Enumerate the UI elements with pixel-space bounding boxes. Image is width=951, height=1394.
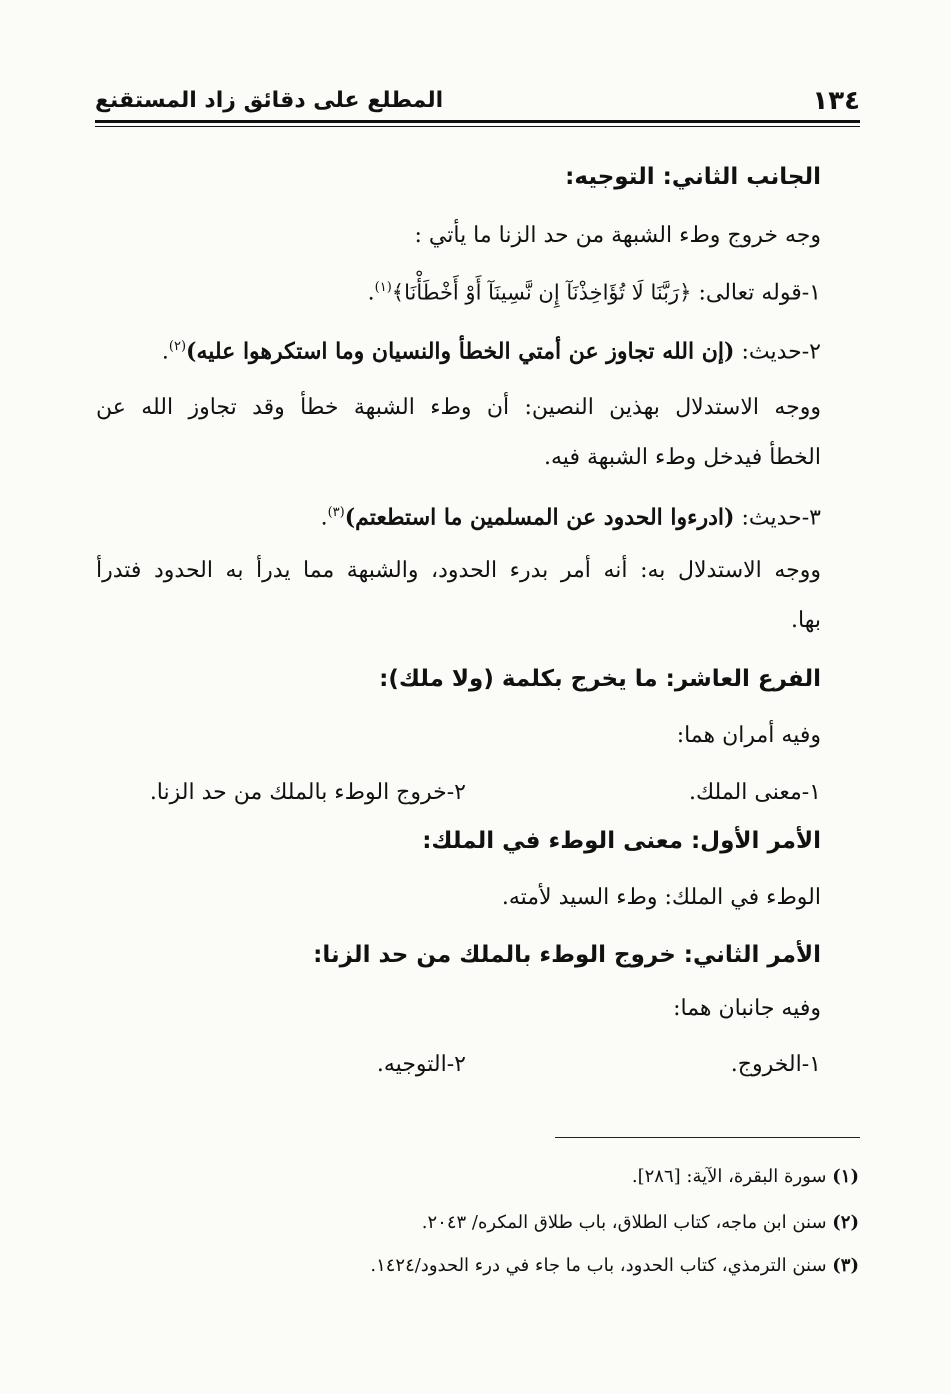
section-heading: الجانب الثاني: التوجيه: xyxy=(565,164,821,190)
paragraph: وجه خروج وطء الشبهة من حد الزنا ما يأتي : xyxy=(414,223,821,248)
footnote-ref: (٢) xyxy=(168,339,187,354)
footnote xyxy=(632,1164,859,1190)
list-item-hadith xyxy=(321,498,821,533)
item-suffix: . xyxy=(367,280,375,306)
list-item-quran-verse xyxy=(368,273,821,308)
list-item: ٢-التوجيه. xyxy=(376,1052,466,1077)
paragraph: وفيه جانبان هما: xyxy=(673,996,821,1021)
footnote xyxy=(370,1253,859,1279)
hadith-text: (ادرءوا الحدود عن المسلمين ما استطعتم) xyxy=(344,504,735,531)
section-heading: الأمر الثاني: خروج الوطء بالملك من حد الزنا: xyxy=(313,942,821,968)
quran-verse: ﴿رَبَّنَا لَا تُؤَاخِذْنَآ إِن نَّسِينَآ أَوْ أَخْطَأْنَا﴾ xyxy=(391,280,692,305)
item-suffix: . xyxy=(161,339,169,365)
item-prefix: ٢-حديث: xyxy=(734,339,821,365)
paragraph: ووجه الاستدلال بهذين النصين: أن وطء الشبهة خطأ وقد تجاوز الله عن xyxy=(96,395,821,420)
book-title: المطلع على دقائق زاد المستقنع xyxy=(95,88,444,113)
footnote-number: (١) xyxy=(832,1166,859,1187)
list-item: ١-الخروج. xyxy=(730,1052,821,1077)
item-prefix: ١-قوله تعالى: xyxy=(691,280,821,306)
footnote-ref: (٣) xyxy=(327,505,345,520)
paragraph: وفيه أمران هما: xyxy=(676,723,821,748)
item-suffix: . xyxy=(320,505,328,531)
hadith-text: (إن الله تجاوز عن أمتي الخطأ والنسيان وما استكرهوا عليه) xyxy=(186,338,735,365)
paragraph: بها. xyxy=(791,608,821,633)
header-rule-thin xyxy=(95,126,860,127)
footnote-ref: (١) xyxy=(374,280,392,295)
paragraph: الخطأ فيدخل وطء الشبهة فيه. xyxy=(544,445,821,470)
paragraph: الوطء في الملك: وطء السيد لأمته. xyxy=(501,885,821,910)
item-prefix: ٣-حديث: xyxy=(734,505,821,531)
footnote-text: سنن ابن ماجه، كتاب الطلاق، باب طلاق المكره/ ٢٠٤٣. xyxy=(421,1212,827,1233)
list-item-hadith xyxy=(162,332,821,367)
footnote-number: (٣) xyxy=(832,1255,859,1276)
footnote-number: (٢) xyxy=(832,1212,859,1233)
page-number: ١٣٤ xyxy=(812,86,860,116)
footnote-separator xyxy=(555,1137,860,1138)
list-item: ١-معنى الملك. xyxy=(689,780,821,805)
section-heading: الأمر الأول: معنى الوطء في الملك: xyxy=(422,828,821,854)
section-heading: الفرع العاشر: ما يخرج بكلمة (ولا ملك): xyxy=(379,666,821,692)
list-item: ٢-خروج الوطء بالملك من حد الزنا. xyxy=(149,780,466,805)
paragraph: ووجه الاستدلال به: أنه أمر بدرء الحدود، والشبهة مما يدرأ به الحدود فتدرأ xyxy=(96,558,821,583)
footnote-text: سنن الترمذي، كتاب الحدود، باب ما جاء في درء الحدود/١٤٢٤. xyxy=(370,1255,827,1276)
footnote xyxy=(422,1210,859,1236)
footnote-text: سورة البقرة، الآية: [٢٨٦]. xyxy=(631,1166,827,1187)
header-rule xyxy=(95,120,860,123)
page-header xyxy=(95,84,860,124)
